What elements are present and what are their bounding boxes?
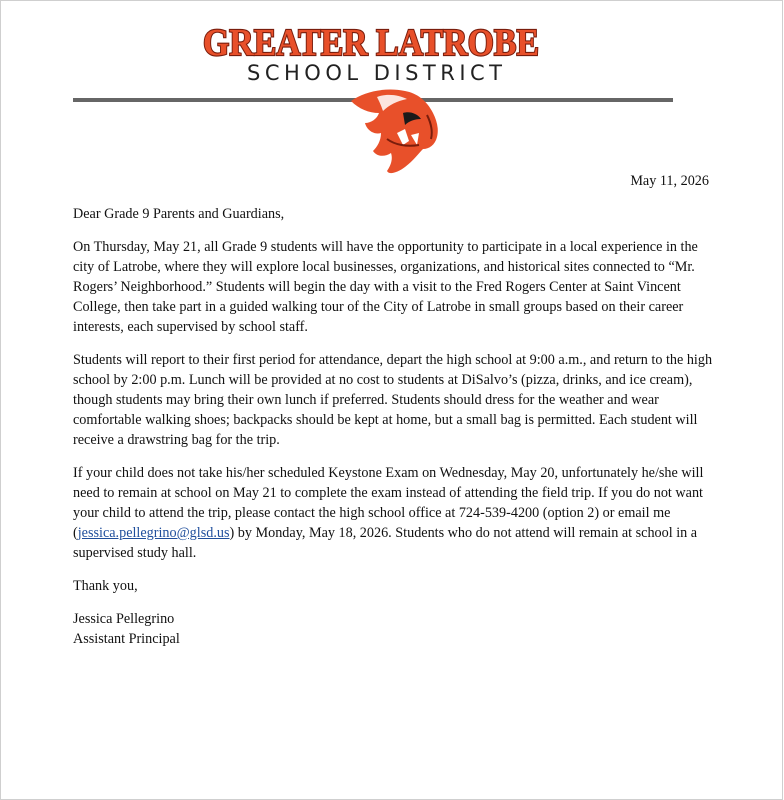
paragraph-trip-overview: On Thursday, May 21, all Grade 9 students will have the opportunity to participate in a local experience in the city of Latrobe, where they will explore local businesses, organizations, and historical sites connected to “Mr. Rogers’ Neighborhood.” Students will begin the day with a visit to the Fred Rogers Center at Saint Vincent College, then take part in a guided walking tour of the City of Latrobe in small groups based on their career interests, each supervised by school staff.	[73, 239, 698, 335]
paragraph-keystone-text-end: ) by Monday, May 18, 2026. Students who do not attend will remain at school in a supervised study hall.	[73, 525, 698, 561]
email-link[interactable]: jessica.pellegrino@glsd.us	[77, 525, 230, 541]
paragraph-keystone-text-start: If your child does not take his/her scheduled Keystone Exam on Wednesday, May 20, unfortunately he/she will need to remain at school on May 21 to complete the exam instead of attending the field trip. If you do not want your child to attend the trip, please contact the high school office at 724-539-4200 (option 2) or email me (	[73, 465, 704, 541]
district-name: GREATER LATROBE	[203, 22, 539, 64]
paragraph-keystone-exam	[73, 463, 713, 563]
district-subtitle: SCHOOL DISTRICT	[247, 61, 507, 85]
letter-date: May 11, 2026	[630, 173, 709, 189]
paragraph-logistics: Students will report to their first period for attendance, depart the high school at 9:00 a.m., and return to the high school by 2:00 p.m. Lunch will be provided at no cost to students at DiSalvo’s (pizza, drinks, and ice cream), though students may bring their own lunch if preferred. Students should dress for the weather and wear comfortable walking shoes; backpacks should be kept at home, but a small bag is permitted. Each student will receive a drawstring bag for the trip.	[73, 352, 713, 448]
signer-name: Jessica Pellegrino	[73, 611, 175, 627]
signature-block	[73, 609, 713, 649]
district-logo-title	[201, 17, 541, 63]
closing: Thank you,	[73, 578, 138, 594]
salutation: Dear Grade 9 Parents and Guardians,	[73, 206, 285, 222]
letterhead	[1, 1, 784, 181]
signer-title: Assistant Principal	[73, 631, 180, 647]
letter-body	[73, 171, 713, 649]
wildcat-mascot-icon	[347, 83, 443, 175]
